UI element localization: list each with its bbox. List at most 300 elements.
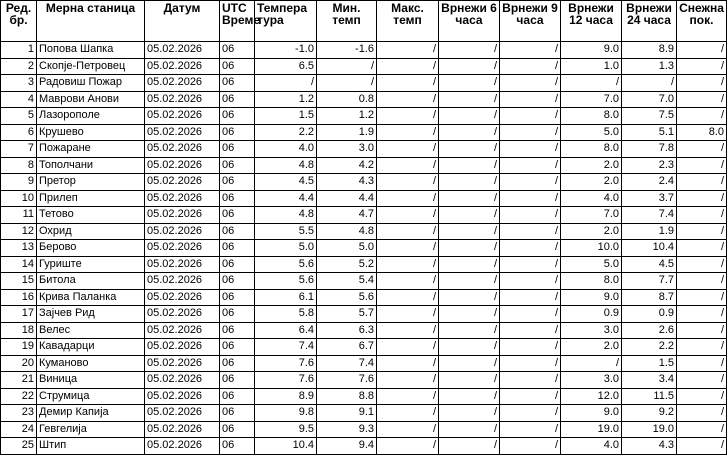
table-row (1, 438, 727, 455)
cell-max: / (377, 289, 439, 306)
cell-num: 22 (1, 388, 37, 405)
cell-date: 05.02.2026 (145, 421, 220, 438)
cell-date: 05.02.2026 (145, 240, 220, 257)
cell-num: 20 (1, 355, 37, 372)
cell-snow: / (677, 388, 727, 405)
cell-snow: / (677, 75, 727, 92)
cell-w9: / (500, 438, 561, 455)
cell-utc: 06 (220, 108, 255, 125)
cell-min: 7.6 (317, 372, 377, 389)
cell-utc: 06 (220, 174, 255, 191)
header-w24: Врнежи 24 часа (622, 1, 677, 42)
cell-station: Радовиш Пожар (37, 75, 145, 92)
cell-num: 4 (1, 91, 37, 108)
cell-max: / (377, 174, 439, 191)
header-snow: Снежна пок. (677, 1, 727, 42)
table-row (1, 108, 727, 125)
cell-max: / (377, 141, 439, 158)
cell-w6: / (439, 75, 500, 92)
cell-w12: 12.0 (561, 388, 622, 405)
cell-num: 1 (1, 42, 37, 59)
cell-date: 05.02.2026 (145, 289, 220, 306)
cell-max: / (377, 157, 439, 174)
cell-date: 05.02.2026 (145, 339, 220, 356)
cell-max: / (377, 438, 439, 455)
header-utc: UTC Време (220, 1, 255, 42)
cell-station: Тополчани (37, 157, 145, 174)
cell-max: / (377, 421, 439, 438)
cell-max: / (377, 388, 439, 405)
cell-w9: / (500, 256, 561, 273)
table-row (1, 405, 727, 422)
cell-utc: 06 (220, 306, 255, 323)
cell-min: 4.3 (317, 174, 377, 191)
cell-w12: / (561, 355, 622, 372)
cell-date: 05.02.2026 (145, 438, 220, 455)
cell-date: 05.02.2026 (145, 190, 220, 207)
cell-w24: 4.5 (622, 256, 677, 273)
cell-snow: / (677, 42, 727, 59)
cell-temp: 4.4 (255, 190, 317, 207)
cell-max: / (377, 240, 439, 257)
cell-w12: 10.0 (561, 240, 622, 257)
cell-w24: 7.0 (622, 91, 677, 108)
cell-w9: / (500, 322, 561, 339)
cell-snow: / (677, 405, 727, 422)
cell-temp: 6.4 (255, 322, 317, 339)
cell-w9: / (500, 306, 561, 323)
cell-max: / (377, 42, 439, 59)
cell-snow: / (677, 372, 727, 389)
table-row (1, 190, 727, 207)
cell-station: Охрид (37, 223, 145, 240)
cell-num: 16 (1, 289, 37, 306)
cell-w6: / (439, 355, 500, 372)
header-station: Мерна станица (37, 1, 145, 42)
cell-snow: / (677, 273, 727, 290)
cell-w24: 8.9 (622, 42, 677, 59)
cell-temp: 7.4 (255, 339, 317, 356)
cell-w12: 4.0 (561, 438, 622, 455)
cell-w12: 2.0 (561, 157, 622, 174)
cell-min: / (317, 75, 377, 92)
table-body (1, 42, 727, 455)
cell-date: 05.02.2026 (145, 306, 220, 323)
cell-utc: 06 (220, 405, 255, 422)
cell-w9: / (500, 289, 561, 306)
header-num: Ред. бр. (1, 1, 37, 42)
cell-num: 7 (1, 141, 37, 158)
header-w9: Врнежи 9 часа (500, 1, 561, 42)
cell-snow: / (677, 438, 727, 455)
cell-min: / (317, 58, 377, 75)
cell-snow: / (677, 174, 727, 191)
table-row (1, 388, 727, 405)
cell-max: / (377, 256, 439, 273)
cell-min: -1.6 (317, 42, 377, 59)
cell-utc: 06 (220, 289, 255, 306)
cell-utc: 06 (220, 207, 255, 224)
cell-utc: 06 (220, 240, 255, 257)
cell-num: 10 (1, 190, 37, 207)
cell-utc: 06 (220, 355, 255, 372)
cell-w24: 1.9 (622, 223, 677, 240)
cell-temp: 1.2 (255, 91, 317, 108)
cell-station: Битола (37, 273, 145, 290)
table-row (1, 355, 727, 372)
cell-num: 3 (1, 75, 37, 92)
header-max: Макс. темп (377, 1, 439, 42)
cell-w6: / (439, 108, 500, 125)
cell-w12: / (561, 75, 622, 92)
cell-utc: 06 (220, 124, 255, 141)
cell-w12: 0.9 (561, 306, 622, 323)
cell-snow: / (677, 157, 727, 174)
table-row (1, 91, 727, 108)
cell-temp: 5.5 (255, 223, 317, 240)
cell-num: 9 (1, 174, 37, 191)
cell-min: 9.4 (317, 438, 377, 455)
cell-w6: / (439, 141, 500, 158)
cell-temp: 1.5 (255, 108, 317, 125)
cell-temp: 9.8 (255, 405, 317, 422)
cell-w12: 9.0 (561, 289, 622, 306)
cell-w9: / (500, 240, 561, 257)
cell-w24: 2.6 (622, 322, 677, 339)
cell-w24: 7.8 (622, 141, 677, 158)
cell-w9: / (500, 207, 561, 224)
cell-w9: / (500, 339, 561, 356)
cell-w24: 11.5 (622, 388, 677, 405)
cell-w9: / (500, 124, 561, 141)
cell-min: 7.4 (317, 355, 377, 372)
cell-w9: / (500, 421, 561, 438)
cell-utc: 06 (220, 157, 255, 174)
cell-w6: / (439, 289, 500, 306)
table-row (1, 306, 727, 323)
table-row (1, 75, 727, 92)
cell-date: 05.02.2026 (145, 273, 220, 290)
cell-max: / (377, 58, 439, 75)
cell-min: 3.0 (317, 141, 377, 158)
cell-snow: / (677, 421, 727, 438)
cell-min: 8.8 (317, 388, 377, 405)
table-row (1, 322, 727, 339)
table-row (1, 289, 727, 306)
cell-w24: 0.9 (622, 306, 677, 323)
cell-w24: / (622, 75, 677, 92)
cell-date: 05.02.2026 (145, 157, 220, 174)
cell-min: 6.3 (317, 322, 377, 339)
table-row (1, 240, 727, 257)
cell-w24: 7.7 (622, 273, 677, 290)
cell-w6: / (439, 388, 500, 405)
table-row (1, 273, 727, 290)
cell-w24: 2.2 (622, 339, 677, 356)
cell-w24: 7.5 (622, 108, 677, 125)
cell-snow: / (677, 306, 727, 323)
cell-station: Тетово (37, 207, 145, 224)
cell-station: Пожаране (37, 141, 145, 158)
cell-num: 6 (1, 124, 37, 141)
cell-temp: 6.5 (255, 58, 317, 75)
cell-w12: 8.0 (561, 108, 622, 125)
table-row (1, 58, 727, 75)
cell-w6: / (439, 256, 500, 273)
table-row (1, 157, 727, 174)
cell-max: / (377, 75, 439, 92)
cell-w6: / (439, 421, 500, 438)
cell-min: 5.2 (317, 256, 377, 273)
cell-w24: 8.7 (622, 289, 677, 306)
cell-w9: / (500, 273, 561, 290)
cell-w9: / (500, 355, 561, 372)
cell-w6: / (439, 306, 500, 323)
cell-snow: / (677, 240, 727, 257)
cell-w12: 9.0 (561, 42, 622, 59)
cell-w9: / (500, 223, 561, 240)
cell-w9: / (500, 108, 561, 125)
cell-snow: / (677, 58, 727, 75)
cell-utc: 06 (220, 223, 255, 240)
cell-w9: / (500, 75, 561, 92)
cell-w6: / (439, 339, 500, 356)
cell-temp: 5.6 (255, 256, 317, 273)
cell-num: 11 (1, 207, 37, 224)
cell-w24: 4.3 (622, 438, 677, 455)
cell-max: / (377, 322, 439, 339)
cell-temp: 9.5 (255, 421, 317, 438)
cell-w9: / (500, 157, 561, 174)
cell-snow: / (677, 322, 727, 339)
table-row (1, 256, 727, 273)
cell-w6: / (439, 157, 500, 174)
cell-w12: 3.0 (561, 372, 622, 389)
cell-temp: 5.8 (255, 306, 317, 323)
cell-station: Кавадарци (37, 339, 145, 356)
cell-w6: / (439, 42, 500, 59)
cell-snow: / (677, 190, 727, 207)
cell-date: 05.02.2026 (145, 355, 220, 372)
cell-temp: 5.6 (255, 273, 317, 290)
cell-max: / (377, 306, 439, 323)
cell-w24: 3.4 (622, 372, 677, 389)
header-date: Датум (145, 1, 220, 42)
table-row (1, 339, 727, 356)
cell-w6: / (439, 223, 500, 240)
table-row (1, 42, 727, 59)
cell-num: 14 (1, 256, 37, 273)
cell-snow: / (677, 91, 727, 108)
cell-num: 12 (1, 223, 37, 240)
cell-w12: 8.0 (561, 141, 622, 158)
cell-num: 2 (1, 58, 37, 75)
cell-num: 5 (1, 108, 37, 125)
cell-station: Струмица (37, 388, 145, 405)
cell-max: / (377, 405, 439, 422)
cell-temp: 7.6 (255, 372, 317, 389)
cell-num: 17 (1, 306, 37, 323)
cell-date: 05.02.2026 (145, 42, 220, 59)
cell-max: / (377, 223, 439, 240)
cell-max: / (377, 190, 439, 207)
cell-w6: / (439, 190, 500, 207)
cell-w12: 2.0 (561, 339, 622, 356)
cell-w12: 8.0 (561, 273, 622, 290)
cell-num: 19 (1, 339, 37, 356)
cell-w12: 7.0 (561, 207, 622, 224)
cell-w12: 1.0 (561, 58, 622, 75)
table-row (1, 223, 727, 240)
cell-date: 05.02.2026 (145, 108, 220, 125)
cell-w6: / (439, 372, 500, 389)
cell-station: Виница (37, 372, 145, 389)
cell-max: / (377, 372, 439, 389)
cell-date: 05.02.2026 (145, 223, 220, 240)
cell-min: 9.1 (317, 405, 377, 422)
cell-max: / (377, 108, 439, 125)
cell-min: 5.4 (317, 273, 377, 290)
cell-w6: / (439, 273, 500, 290)
cell-w9: / (500, 58, 561, 75)
cell-temp: 4.8 (255, 157, 317, 174)
cell-w9: / (500, 91, 561, 108)
cell-utc: 06 (220, 322, 255, 339)
cell-temp: 7.6 (255, 355, 317, 372)
cell-utc: 06 (220, 75, 255, 92)
cell-temp: 6.1 (255, 289, 317, 306)
header-row (1, 1, 727, 42)
cell-snow: / (677, 355, 727, 372)
cell-max: / (377, 273, 439, 290)
header-temp: Темпера тура (255, 1, 317, 42)
cell-w6: / (439, 240, 500, 257)
cell-w12: 7.0 (561, 91, 622, 108)
cell-station: Лазорополе (37, 108, 145, 125)
cell-utc: 06 (220, 421, 255, 438)
table-row (1, 174, 727, 191)
cell-station: Зајчев Рид (37, 306, 145, 323)
cell-w6: / (439, 207, 500, 224)
cell-utc: 06 (220, 273, 255, 290)
cell-temp: 2.2 (255, 124, 317, 141)
cell-date: 05.02.2026 (145, 256, 220, 273)
cell-date: 05.02.2026 (145, 141, 220, 158)
cell-date: 05.02.2026 (145, 207, 220, 224)
cell-w9: / (500, 174, 561, 191)
cell-w24: 7.4 (622, 207, 677, 224)
cell-w24: 10.4 (622, 240, 677, 257)
cell-utc: 06 (220, 58, 255, 75)
cell-station: Велес (37, 322, 145, 339)
cell-num: 24 (1, 421, 37, 438)
cell-min: 4.8 (317, 223, 377, 240)
cell-station: Попова Шапка (37, 42, 145, 59)
cell-temp: 4.0 (255, 141, 317, 158)
cell-utc: 06 (220, 256, 255, 273)
cell-temp: 4.5 (255, 174, 317, 191)
cell-utc: 06 (220, 339, 255, 356)
cell-temp: 4.8 (255, 207, 317, 224)
table-row (1, 372, 727, 389)
cell-min: 1.9 (317, 124, 377, 141)
cell-w6: / (439, 438, 500, 455)
cell-station: Демир Капија (37, 405, 145, 422)
cell-w9: / (500, 190, 561, 207)
header-min: Мин. темп (317, 1, 377, 42)
cell-max: / (377, 355, 439, 372)
cell-num: 21 (1, 372, 37, 389)
cell-w9: / (500, 405, 561, 422)
cell-w24: 2.4 (622, 174, 677, 191)
cell-num: 13 (1, 240, 37, 257)
cell-w6: / (439, 405, 500, 422)
cell-w12: 19.0 (561, 421, 622, 438)
cell-min: 5.6 (317, 289, 377, 306)
cell-w24: 5.1 (622, 124, 677, 141)
cell-station: Штип (37, 438, 145, 455)
cell-temp: / (255, 75, 317, 92)
cell-min: 4.4 (317, 190, 377, 207)
cell-snow: / (677, 339, 727, 356)
cell-snow: / (677, 108, 727, 125)
cell-w9: / (500, 42, 561, 59)
cell-utc: 06 (220, 190, 255, 207)
cell-min: 6.7 (317, 339, 377, 356)
cell-num: 23 (1, 405, 37, 422)
cell-station: Крива Паланка (37, 289, 145, 306)
cell-num: 18 (1, 322, 37, 339)
cell-date: 05.02.2026 (145, 372, 220, 389)
cell-w12: 9.0 (561, 405, 622, 422)
cell-w6: / (439, 91, 500, 108)
header-w12: Врнежи 12 часа (561, 1, 622, 42)
cell-utc: 06 (220, 372, 255, 389)
cell-date: 05.02.2026 (145, 75, 220, 92)
cell-station: Гуриште (37, 256, 145, 273)
cell-max: / (377, 91, 439, 108)
cell-min: 0.8 (317, 91, 377, 108)
cell-utc: 06 (220, 141, 255, 158)
table-row (1, 207, 727, 224)
cell-max: / (377, 207, 439, 224)
cell-w6: / (439, 174, 500, 191)
cell-snow: / (677, 141, 727, 158)
cell-w12: 3.0 (561, 322, 622, 339)
cell-min: 5.0 (317, 240, 377, 257)
cell-date: 05.02.2026 (145, 322, 220, 339)
table-row (1, 141, 727, 158)
cell-w24: 19.0 (622, 421, 677, 438)
table-row (1, 124, 727, 141)
table-row (1, 421, 727, 438)
cell-w12: 5.0 (561, 124, 622, 141)
cell-num: 25 (1, 438, 37, 455)
cell-station: Берово (37, 240, 145, 257)
header-w6: Врнежи 6 часа (439, 1, 500, 42)
cell-temp: -1.0 (255, 42, 317, 59)
cell-snow: 8.0 (677, 124, 727, 141)
cell-min: 5.7 (317, 306, 377, 323)
cell-w12: 2.0 (561, 223, 622, 240)
cell-w12: 5.0 (561, 256, 622, 273)
cell-min: 1.2 (317, 108, 377, 125)
cell-max: / (377, 339, 439, 356)
cell-temp: 8.9 (255, 388, 317, 405)
cell-station: Крушево (37, 124, 145, 141)
cell-w6: / (439, 58, 500, 75)
cell-utc: 06 (220, 388, 255, 405)
